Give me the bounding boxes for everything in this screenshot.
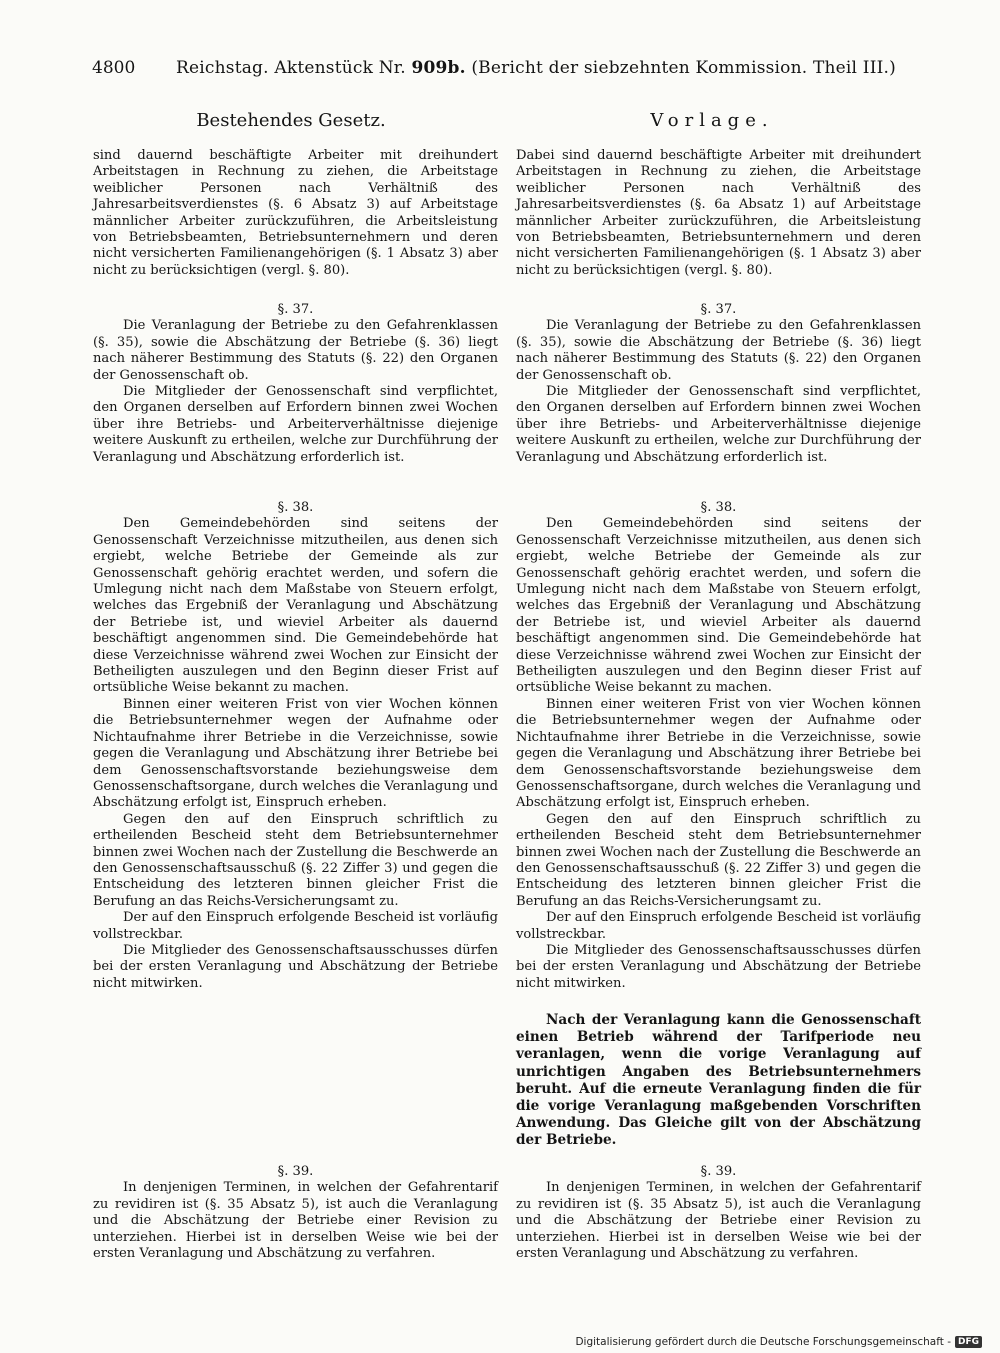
right-s38-amendment [516, 1012, 921, 1150]
left-s38-title: §. 38. [277, 500, 314, 515]
right-s38-p1: Den Gemeindebehörden sind seitens der Genossenschaft Verzeichnisse mitzutheilen, aus denen sich ergiebt, welche Betriebe der Gemeinde als zur Genossenschaft gehörig erachtet werden, und sofern die Umlegung nicht nach dem Maßstabe von Steuern erfolgt, welches das Ergebniß der Veranlagung und Abschätzung der Betriebe ist, und wieviel Arbeiter als dauernd beschäftigt angenommen sind. Die Gemeindebehörde hat diese Verzeichnisse während zwei Wochen zur Einsicht der Betheiligten auszulegen und den Beginn dieser Frist auf ortsübliche Weise bekannt zu machen. [516, 516, 921, 696]
left-s39-p1: In denjenigen Terminen, in welchen der Gefahrentarif zu revidiren ist (§. 35 Absatz 5), ist auch die Veranlagung und die Abschätzung der Betriebe einer Revision zu unterziehen. Hierbei ist in derselben Weise wie bei der ersten Veranlagung und Abschätzung zu verfahren. [93, 1180, 498, 1262]
left-s37-p2: Die Mitglieder der Genossenschaft sind verpflichtet, den Organen derselben auf Erfordern binnen zwei Wochen über ihre Betriebs- und Arbeiterverhältnisse diejenige weitere Auskunft zu ertheilen, welche zur Durchführung der Veranlagung und Abschätzung erforderlich ist. [93, 384, 498, 465]
right-s37-title: §. 37. [700, 302, 737, 317]
left-s38-p2: Binnen einer weiteren Frist von vier Wochen können die Betriebsunternehmer wegen der Aufnahme oder Nichtaufnahme ihrer Betriebe in die Verzeichnisse, sowie gegen die Veranlagung und Abschätzung ihrer Betriebe bei dem Genossenschaftsvorstande beziehungsweise dem Genossenschaftsorgane, durch welches die Veranlagung und Abschätzung erfolgt ist, Einspruch erheben. [93, 696, 498, 811]
left-section-39 [93, 1164, 498, 1262]
footer-text: Digitalisierung gefördert durch die Deutsche Forschungsgemeinschaft - [575, 1336, 951, 1348]
left-intro-block [93, 148, 498, 279]
digitization-footer [575, 1334, 982, 1350]
right-section-39 [516, 1164, 921, 1262]
right-s38-p3: Gegen den auf den Einspruch schriftlich zu ertheilenden Bescheid steht dem Betriebsunternehmer binnen zwei Wochen nach der Zustellung die Beschwerde an den Genossenschaftsausschuß (§. 22 Ziffer 3) und gegen die Entscheidung des letzteren binnen gleicher Frist die Berufung an das Reichs-Versicherungsamt zu. [516, 811, 921, 909]
right-section-38 [516, 500, 921, 992]
right-s39-title: §. 39. [700, 1164, 737, 1179]
right-s38-p5: Die Mitglieder des Genossenschaftsausschusses dürfen bei der ersten Veranlagung und Abschätzung der Betriebe nicht mitwirken. [516, 942, 921, 991]
left-section-37 [93, 302, 498, 466]
left-section-38 [93, 500, 498, 992]
left-s38-p1: Den Gemeindebehörden sind seitens der Genossenschaft Verzeichnisse mitzutheilen, aus denen sich ergiebt, welche Betriebe der Gemeinde als zur Genossenschaft gehörig erachtet werden, und sofern die Umlegung nicht nach dem Maßstabe von Steuern erfolgt, welches das Ergebniß der Veranlagung und Abschätzung der Betriebe ist, und wieviel Arbeiter als dauernd beschäftigt angenommen sind. Die Gemeindebehörde hat diese Verzeichnisse während zwei Wochen zur Einsicht der Betheiligten auszulegen und den Beginn dieser Frist auf ortsübliche Weise bekannt zu machen. [93, 516, 498, 696]
left-s39-title: §. 39. [277, 1164, 314, 1179]
right-s38-p2: Binnen einer weiteren Frist von vier Wochen können die Betriebsunternehmer wegen der Aufnahme oder Nichtaufnahme ihrer Betriebe in die Verzeichnisse, sowie gegen die Veranlagung und Abschätzung ihrer Betriebe bei dem Genossenschaftsvorstande beziehungsweise dem Genossenschaftsorgane, durch welches die Veranlagung und Abschätzung erfolgt ist, Einspruch erheben. [516, 696, 921, 811]
page-header [92, 58, 932, 84]
right-intro-block [516, 148, 921, 279]
left-s38-p5: Die Mitglieder des Genossenschaftsausschusses dürfen bei der ersten Veranlagung und Abschätzung der Betriebe nicht mitwirken. [93, 942, 498, 991]
left-intro: sind dauernd beschäftigte Arbeiter mit dreihundert Arbeitstagen in Rechnung zu ziehen, die Arbeitstage weiblicher Personen nach Verhältniß des Jahresarbeitsverdienstes (§. 6 Absatz 3) auf Arbeitstage männlicher Arbeiter zurückzuführen, die Arbeitsleistung von Betriebsbeamten, Betriebsunternehmern und deren nicht versicherten Familienangehörigen (§. 1 Absatz 3) aber nicht zu berücksichtigen (vergl. §. 80). [93, 148, 498, 278]
right-intro: Dabei sind dauernd beschäftigte Arbeiter mit dreihundert Arbeitstagen in Rechnung zu ziehen, die Arbeitstage weiblicher Personen nach Verhältniß des Jahresarbeitsverdienstes (§. 6a Absatz 1) auf Arbeitstage männlicher Arbeiter zurückzuführen, die Arbeitsleistung von Betriebsbeamten, Betriebsunternehmern und deren nicht versicherten Familienangehörigen (§. 1 Absatz 3) aber nicht zu berücksichtigen (vergl. §. 80). [516, 148, 921, 278]
title-suffix: (Bericht der siebzehnten Kommission. Theil III.) [465, 58, 896, 78]
right-s39-p1: In denjenigen Terminen, in welchen der Gefahrentarif zu revidiren ist (§. 35 Absatz 5), ist auch die Veranlagung und die Abschätzung der Betriebe einer Revision zu unterziehen. Hierbei ist in derselben Weise wie bei der ersten Veranlagung und Abschätzung zu verfahren. [516, 1180, 921, 1262]
dfg-logo: DFG [955, 1336, 982, 1348]
title-number: 909b. [411, 58, 466, 78]
page-number: 4800 [92, 58, 136, 78]
right-s38-bold-paragraph: Nach der Veranlagung kann die Genossenschaft einen Betrieb während der Tarifperiode neu veranlagen, wenn die vorige Veranlagung auf unrichtigen Angaben des Betriebsunternehmers beruht. Auf die erneute Veranlagung finden die für die vorige Veranlagung maßgebenden Vorschriften Anwendung. Das Gleiche gilt von der Abschätzung der Betriebe. [516, 1012, 921, 1149]
left-s38-p3: Gegen den auf den Einspruch schriftlich zu ertheilenden Bescheid steht dem Betriebsunternehmer binnen zwei Wochen nach der Zustellung die Beschwerde an den Genossenschaftsausschuß (§. 22 Ziffer 3) und gegen die Entscheidung des letzteren binnen gleicher Frist die Berufung an das Reichs-Versicherungsamt zu. [93, 811, 498, 909]
left-column-heading: Bestehendes Gesetz. [196, 110, 386, 131]
title-prefix: Reichstag. Aktenstück Nr. [176, 58, 412, 78]
document-title [176, 58, 896, 78]
right-s37-p2: Die Mitglieder der Genossenschaft sind verpflichtet, den Organen derselben auf Erfordern binnen zwei Wochen über ihre Betriebs- und Arbeiterverhältnisse diejenige weitere Auskunft zu ertheilen, welche zur Durchführung der Veranlagung und Abschätzung erforderlich ist. [516, 384, 921, 465]
right-section-37 [516, 302, 921, 466]
right-s38-p4: Der auf den Einspruch erfolgende Bescheid ist vorläufig vollstreckbar. [516, 910, 921, 942]
left-s37-title: §. 37. [277, 302, 314, 317]
left-s37-p1: Die Veranlagung der Betriebe zu den Gefahrenklassen (§. 35), sowie die Abschätzung der Betriebe (§. 36) liegt nach näherer Bestimmung des Statuts (§. 22) den Organen der Genossenschaft ob. [93, 318, 498, 383]
right-column-heading: Vorlage. [650, 110, 774, 131]
right-s37-p1: Die Veranlagung der Betriebe zu den Gefahrenklassen (§. 35), sowie die Abschätzung der Betriebe (§. 36) liegt nach näherer Bestimmung des Statuts (§. 22) den Organen der Genossenschaft ob. [516, 318, 921, 383]
right-s38-title: §. 38. [700, 500, 737, 515]
left-s38-p4: Der auf den Einspruch erfolgende Bescheid ist vorläufig vollstreckbar. [93, 910, 498, 942]
